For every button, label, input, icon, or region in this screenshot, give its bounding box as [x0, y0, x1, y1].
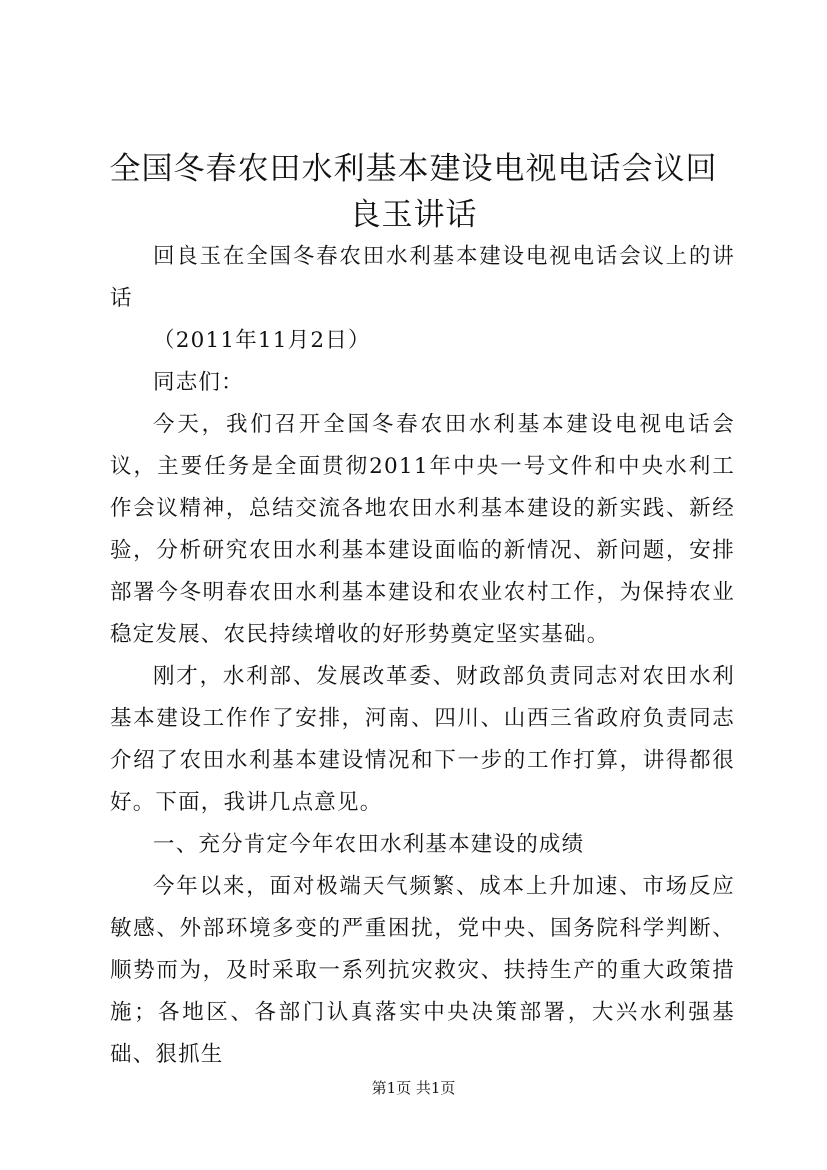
speech-date: （2011年11月2日）	[153, 328, 371, 353]
body-paragraph: 今天，我们召开全国冬春农田水利基本建设电视电话会议，主要任务是全面贯彻2011年中央一号文件和中央水利工作会议精神，总结交流各地农田水利基本建设的新实践、新经验，分析研究农田水利基本建设面临的新情况、新问题，安排部署今冬明春农田水利基本建设和农业农村工作，为保持农业稳定发展、农民持续增收的好形势奠定坚实基础。	[110, 412, 735, 647]
body-paragraph: 刚才，水利部、发展改革委、财政部负责同志对农田水利基本建设工作作了安排，河南、四川、山西三省政府负责同志介绍了农田水利基本建设情况和下一步的工作打算，讲得都很好。下面，我讲几点意见。	[110, 664, 735, 815]
body-paragraph: 今年以来，面对极端天气频繁、成本上升加速、市场反应敏感、外部环境多变的严重困扰，党中央、国务院科学判断、顺势而为，及时采取一系列抗灾救灾、扶持生产的重大政策措施；各地区、各部门认真落实中央决策部署，大兴水利强基础、狠抓生	[110, 874, 735, 1067]
page-footer: 第1页 共1页	[371, 1079, 456, 1097]
document-body	[110, 236, 735, 1076]
speech-subtitle: 回良玉在全国冬春农田水利基本建设电视电话会议上的讲话	[110, 244, 735, 311]
section-heading: 一、充分肯定今年农田水利基本建设的成绩	[153, 832, 585, 857]
salutation: 同志们：	[153, 370, 244, 395]
document-title: 全国冬春农田水利基本建设电视电话会议回良玉讲话	[109, 151, 718, 233]
